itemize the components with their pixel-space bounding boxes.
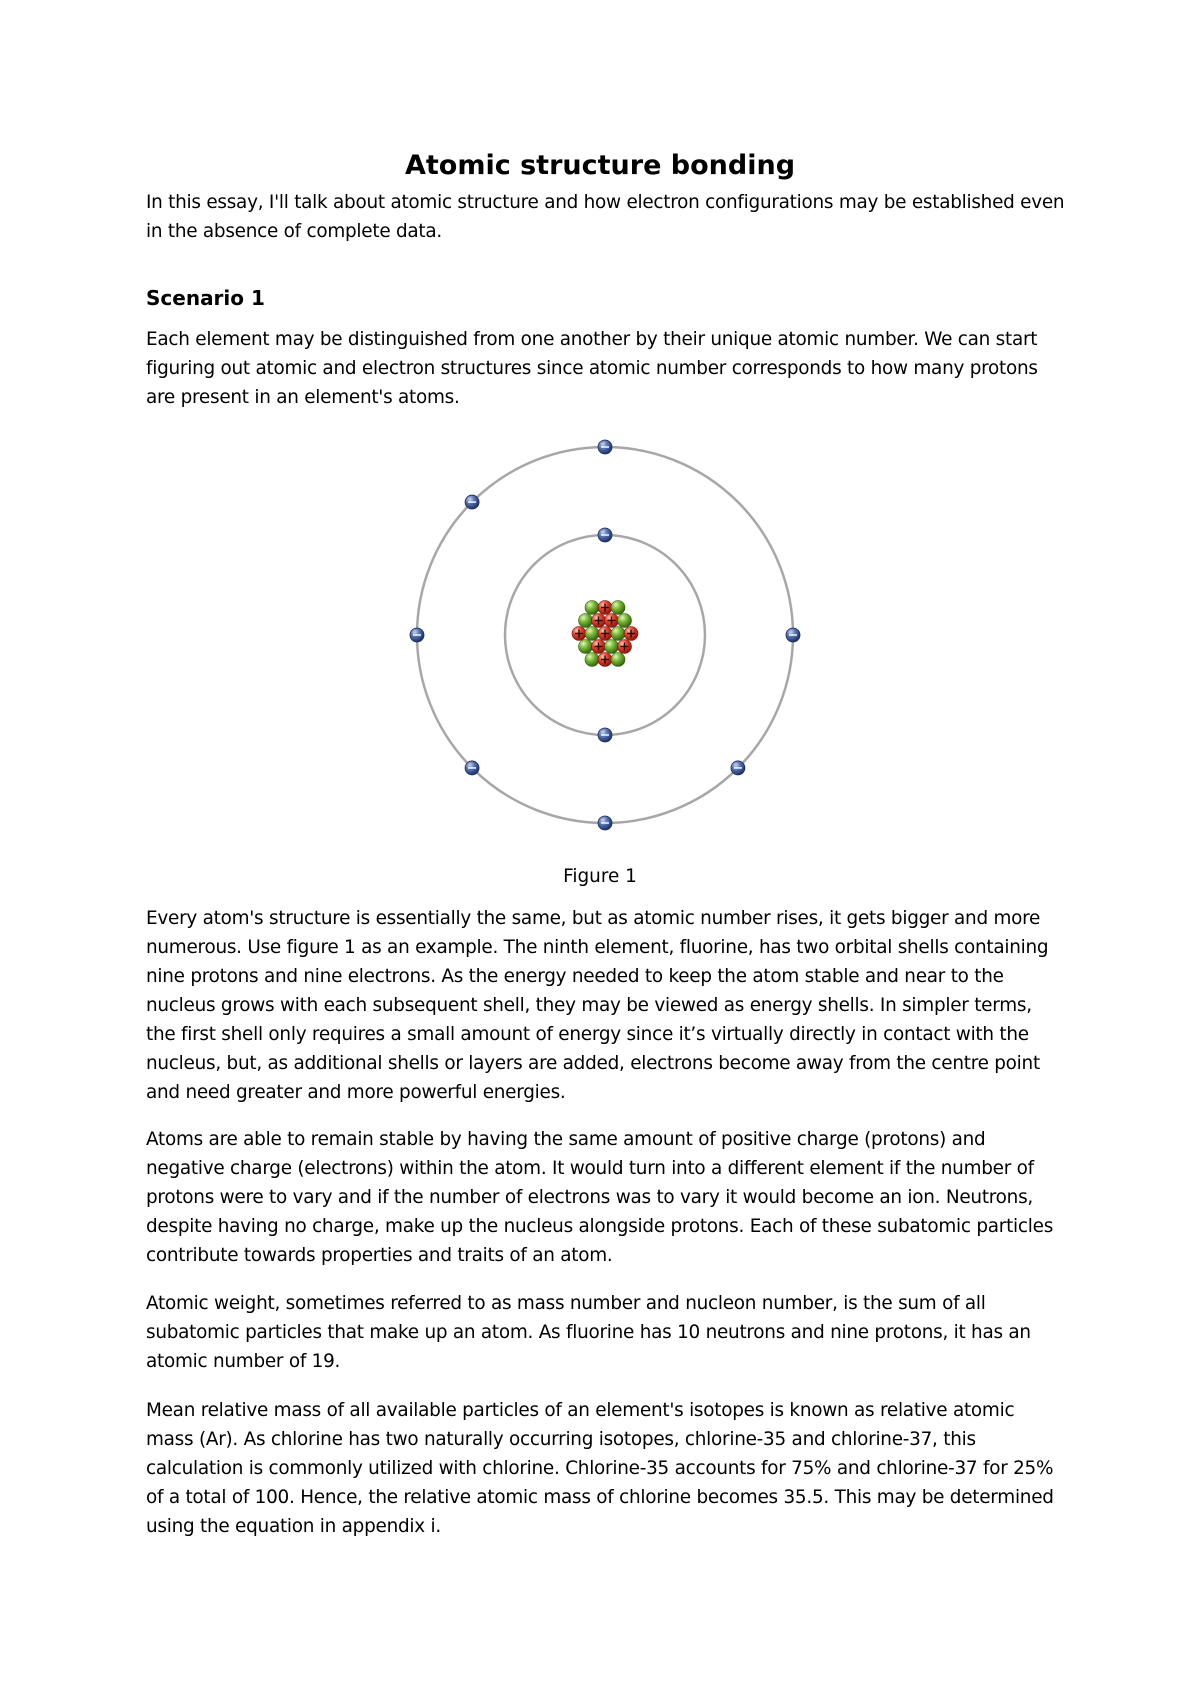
page-title: Atomic structure bonding xyxy=(404,150,796,181)
paragraph-3: Atoms are able to remain stable by having the same amount of positive charge (protons) and negative charge (electrons) within the atom. It would turn into a different element if the number of protons were to vary and if the number of electrons was to vary it would become an ion. Neutrons, despite having no charge, make up the nucleus alongside protons. Each of these subatomic particles contribute towards properties and traits of an atom. xyxy=(146,1129,1054,1266)
atom-diagram-svg xyxy=(400,430,810,840)
electron-charge-minus xyxy=(601,446,609,447)
neutron xyxy=(611,601,625,615)
neutron xyxy=(611,627,625,641)
atom-diagram xyxy=(400,430,810,840)
neutron xyxy=(611,653,625,667)
electron-charge-minus xyxy=(734,767,742,768)
proton-plus-vertical xyxy=(578,630,579,638)
electron-charge-minus xyxy=(468,767,476,768)
figure-caption: Figure 1 xyxy=(563,866,637,887)
proton-plus-vertical xyxy=(604,604,605,612)
electron-charge-minus xyxy=(601,734,609,735)
neutron xyxy=(585,653,599,667)
neutron xyxy=(579,614,593,628)
electron-charge-minus xyxy=(601,534,609,535)
paragraph-2: Every atom's structure is essentially the same, but as atomic number rises, it gets bigger and more numerous. Use figure 1 as an example. The ninth element, fluorine, has two orbital shells containing nine protons and nine electrons. As the energy needed to keep the atom stable and near to the nucleus grows with each subsequent shell, they may be viewed as energy shells. In simpler terms, the first shell only requires a small amount of energy since it’s virtually directly in contact with the nucleus, but, as additional shells or layers are added, electrons become away from the centre point and need greater and more powerful energies. xyxy=(146,908,1049,1103)
neutron xyxy=(585,627,599,641)
proton-plus-vertical xyxy=(604,630,605,638)
proton-plus-vertical xyxy=(630,630,631,638)
paragraph-4: Atomic weight, sometimes referred to as mass number and nucleon number, is the sum of all subatomic particles that make up an atom. As fluorine has 10 neutrons and nine protons, it has an atomic number of 19. xyxy=(146,1293,1031,1372)
neutron xyxy=(605,640,619,654)
neutron xyxy=(585,601,599,615)
proton-plus-vertical xyxy=(598,643,599,651)
nucleus xyxy=(572,601,638,667)
proton-plus-vertical xyxy=(624,643,625,651)
neutron xyxy=(579,640,593,654)
electron-charge-minus xyxy=(413,634,421,635)
electron-charge-minus xyxy=(789,634,797,635)
proton-plus-vertical xyxy=(604,656,605,664)
paragraph-1: Each element may be distinguished from one another by their unique atomic number. We can start figuring out atomic and electron structures since atomic number corresponds to how many protons are present in an element's atoms. xyxy=(146,329,1038,408)
intro-paragraph: In this essay, I'll talk about atomic structure and how electron configurations may be established even in the absence of complete data. xyxy=(146,192,1065,242)
proton-plus-vertical xyxy=(598,617,599,625)
electron-charge-minus xyxy=(468,501,476,502)
electron-charge-minus xyxy=(601,822,609,823)
section-heading: Scenario 1 xyxy=(146,286,265,310)
neutron xyxy=(618,614,632,628)
paragraph-5: Mean relative mass of all available particles of an element's isotopes is known as relative atomic mass (Ar). As chlorine has two naturally occurring isotopes, chlorine-35 and chlorine-37, this calculation is commonly utilized with chlorine. Chlorine-35 accounts for 75% and chlorine-37 for 25% of a total of 100. Hence, the relative atomic mass of chlorine becomes 35.5. This may be determined using the equation in appendix i. xyxy=(146,1400,1054,1537)
proton-plus-vertical xyxy=(611,617,612,625)
